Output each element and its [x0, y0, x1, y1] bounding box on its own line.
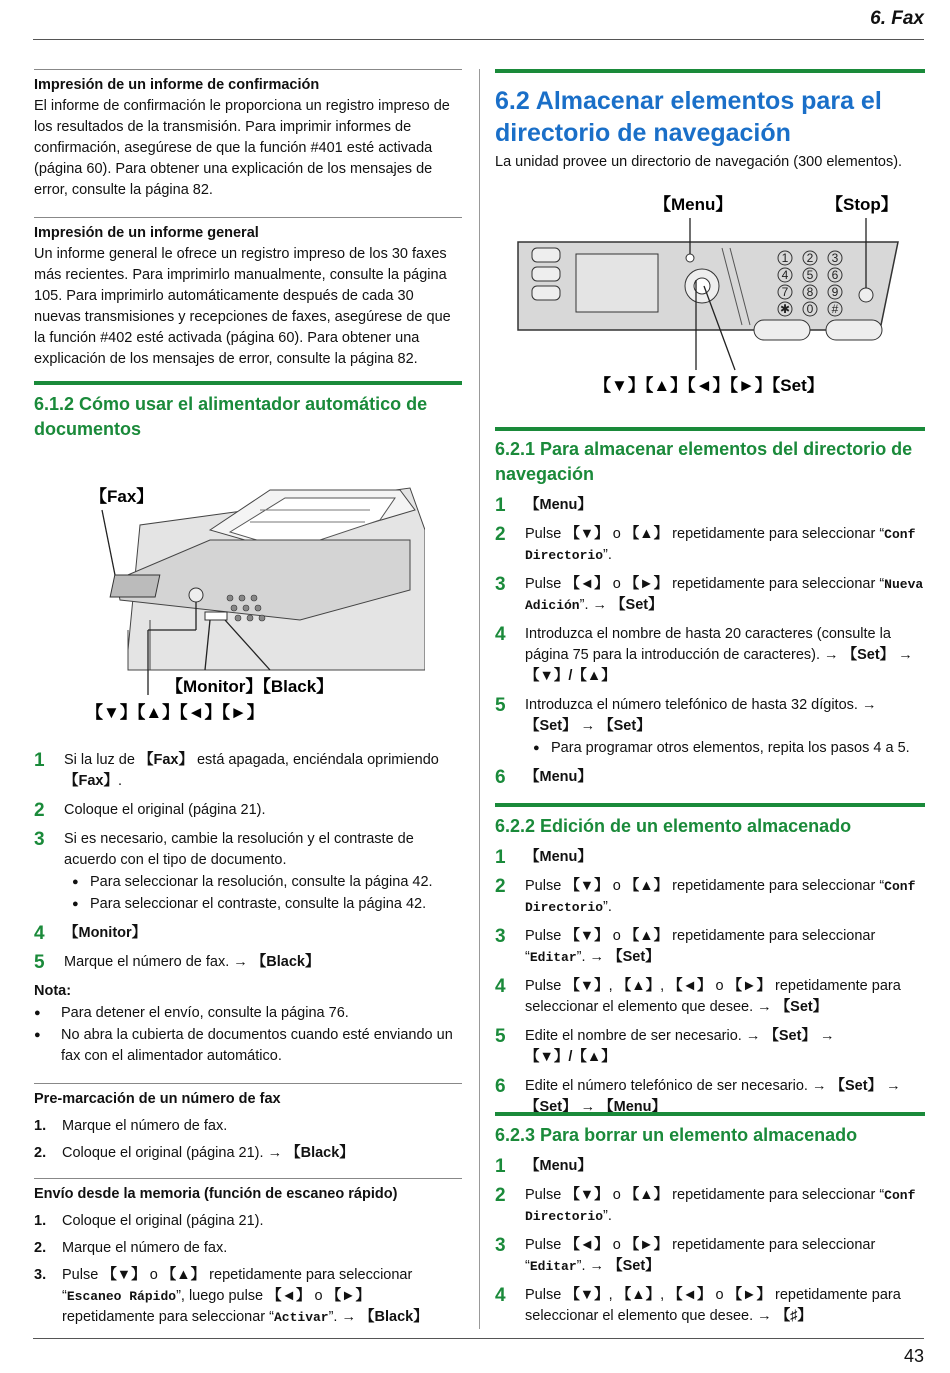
general-report-body: Un informe general le ofrece un registro impreso de los 30 faxes más recientes. Para imprimirlo manualmente, consulte la página 105. Para imprimirlo automáticamente después de cada 30 nuevas transmisiones y recepciones de faxes, asegúrese de que la función #402 esté activada (página 60). Para obtener una explicación de los mensajes de error, consulte la página 82.	[34, 246, 451, 367]
list-item: 3. Pulse 【▼】 o 【▲】 repetidamente para seleccionar “Escaneo Rápido”, luego pulse 【◄】 o 【►】 repetidamente para seleccionar “Activar”. → 【Black】	[34, 1267, 428, 1325]
confirm-report-section	[34, 70, 462, 201]
left-column	[34, 69, 462, 370]
key-3: 3	[831, 251, 839, 265]
fax-key: 【Fax】	[138, 752, 193, 768]
memory-title: Envío desde la memoria (función de escaneo rápido)	[34, 1186, 398, 1202]
step: 5 Marque el número de fax. → 【Black】	[34, 952, 320, 973]
adf-title: 6.1.2 Cómo usar el alimentador automático de documentos	[34, 394, 428, 439]
confirm-report-body: El informe de confirmación le proporciona un registro impreso de los resultados de la transmisión. Para imprimir informes de confirmación, asegúrese de que la función #401 esté activada (página 60). Para obtener una explicación de los mensajes de error, consulte la página 82.	[34, 98, 450, 198]
step: 4 Introduzca el nombre de hasta 20 caracteres (consulte la página 75 para la introducción de caracteres). → 【Set】 → 【▼】/【▲】	[495, 624, 913, 684]
general-report-section	[34, 218, 462, 370]
step: 1 【Menu】	[495, 1156, 592, 1177]
section-header: 6. Fax	[870, 8, 924, 29]
confirm-report-title: Impresión de un informe de confirmación	[34, 77, 320, 93]
fax-key-label: 【Fax】	[90, 487, 154, 506]
step: 4 【Monitor】	[34, 923, 462, 944]
note: ● No abra la cubierta de documentos cuando esté enviando un fax con el alimentador automático.	[34, 1027, 453, 1064]
predial-section	[34, 1083, 462, 1170]
control-panel-illustration	[510, 190, 910, 405]
key-9: 9	[831, 285, 839, 299]
step: 5 Edite el nombre de ser necesario. → 【Set】 → 【▼】/【▲】	[495, 1026, 835, 1065]
list-item: 1. Coloque el original (página 21).	[34, 1213, 264, 1229]
list-item: 2. Coloque el original (página 21). → 【Black】	[34, 1145, 354, 1161]
footer-rule	[33, 1338, 924, 1339]
step: 2 Coloque el original (página 21).	[34, 800, 266, 821]
step: 2 Pulse 【▼】 o 【▲】 repetidamente para seleccionar “Conf Directorio”.	[495, 1185, 916, 1224]
delete-title: 6.2.3 Para borrar un elemento almacenado	[495, 1125, 858, 1145]
step: 6 Edite el número telefónico de ser necesario. → 【Set】 → 【Set】 → 【Menu】	[495, 1076, 901, 1115]
directory-intro: La unidad provee un directorio de navegación (300 elementos).	[495, 154, 903, 170]
step: 1 Si la luz de 【Fax】 está apagada, enciéndala oprimiendo 【Fax】.	[34, 750, 439, 789]
store-title: 6.2.1 Para almacenar elementos del directorio de navegación	[495, 439, 913, 484]
memory-section	[34, 1178, 462, 1334]
list-item: 2. Marque el número de fax.	[34, 1240, 228, 1256]
key-star: ✱	[779, 302, 791, 316]
adf-section	[34, 381, 462, 442]
step: 6 【Menu】	[495, 767, 592, 788]
monitor-black-label: 【Monitor】【Black】	[166, 677, 334, 696]
menu-key-label: 【Menu】	[654, 195, 733, 214]
delete-section	[495, 1112, 925, 1335]
key-0: 0	[806, 302, 814, 316]
adf-machine-illustration	[80, 480, 425, 720]
key-hash: #	[831, 302, 839, 316]
key-1: 1	[781, 251, 789, 265]
key-4: 4	[781, 268, 789, 282]
bullet: ● Para seleccionar la resolución, consulte la página 42.	[72, 874, 433, 890]
step: 5 Introduzca el número telefónico de hasta 32 dígitos. → 【Set】 → 【Set】 ● Para programar otros elementos, repita los pasos 4 a 5.	[495, 695, 925, 759]
header-rule	[33, 39, 924, 40]
step: 4 Pulse 【▼】, 【▲】, 【◄】 o 【►】 repetidamente para seleccionar el elemento que desee. → 【♯】	[495, 1285, 901, 1324]
key-8: 8	[806, 285, 814, 299]
list-item: 1. Marque el número de fax.	[34, 1118, 228, 1134]
black-key: 【Black】	[286, 1145, 354, 1161]
monitor-key: 【Monitor】	[64, 925, 147, 941]
step: 1 【Menu】	[495, 495, 592, 516]
adf-steps	[34, 750, 462, 1067]
page-number: 43	[903, 1346, 924, 1366]
directory-title: 6.2 Almacenar elementos para el directorio de navegación	[495, 87, 882, 147]
note: ● Para detener el envío, consulte la página 76.	[34, 1005, 349, 1021]
step: 3 Pulse 【◄】 o 【►】 repetidamente para seleccionar “Nueva Adición”. → 【Set】	[495, 574, 924, 613]
arrows-set-label: 【▼】【▲】【◄】【►】【Set】	[594, 376, 824, 395]
step: 1 【Menu】	[495, 847, 592, 868]
step: 4 Pulse 【▼】, 【▲】, 【◄】 o 【►】 repetidamente para seleccionar el elemento que desee. → 【Set】	[495, 976, 901, 1015]
arrow-keys-label: 【▼】【▲】【◄】【►】	[86, 703, 264, 720]
step: 2 Pulse 【▼】 o 【▲】 repetidamente para seleccionar “Conf Directorio”.	[495, 876, 916, 915]
key-2: 2	[806, 251, 814, 265]
step: 3 Pulse 【▼】 o 【▲】 repetidamente para seleccionar “Editar”. → 【Set】	[495, 926, 876, 965]
black-key: 【Black】	[251, 954, 320, 970]
key-6: 6	[831, 268, 839, 282]
note-title: Nota:	[34, 983, 72, 999]
step: 3 Pulse 【◄】 o 【►】 repetidamente para seleccionar “Editar”. → 【Set】	[495, 1235, 876, 1274]
section-rule	[34, 381, 462, 385]
bullet: ● Para seleccionar el contraste, consulte la página 42.	[72, 896, 427, 912]
fax-key: 【Fax】	[64, 773, 118, 789]
edit-title: 6.2.2 Edición de un elemento almacenado	[495, 816, 852, 836]
step: 3 Si es necesario, cambie la resolución y el contraste de acuerdo con el tipo de documento. ● Para seleccionar la resolución, consulte la página 42. ● Para seleccionar el contraste, consulte la página 42.	[34, 829, 462, 915]
key-7: 7	[781, 285, 789, 299]
directory-section	[495, 69, 925, 173]
general-report-title: Impresión de un informe general	[34, 225, 259, 241]
column-divider	[479, 69, 480, 1329]
stop-key-label: 【Stop】	[826, 195, 898, 214]
bullet: ● Para programar otros elementos, repita los pasos 4 a 5.	[533, 740, 910, 756]
step: 2 Pulse 【▼】 o 【▲】 repetidamente para seleccionar “Conf Directorio”.	[495, 524, 916, 563]
edit-section	[495, 803, 925, 1126]
key-5: 5	[806, 268, 814, 282]
store-section	[495, 427, 925, 796]
predial-title: Pre-marcación de un número de fax	[34, 1091, 281, 1107]
